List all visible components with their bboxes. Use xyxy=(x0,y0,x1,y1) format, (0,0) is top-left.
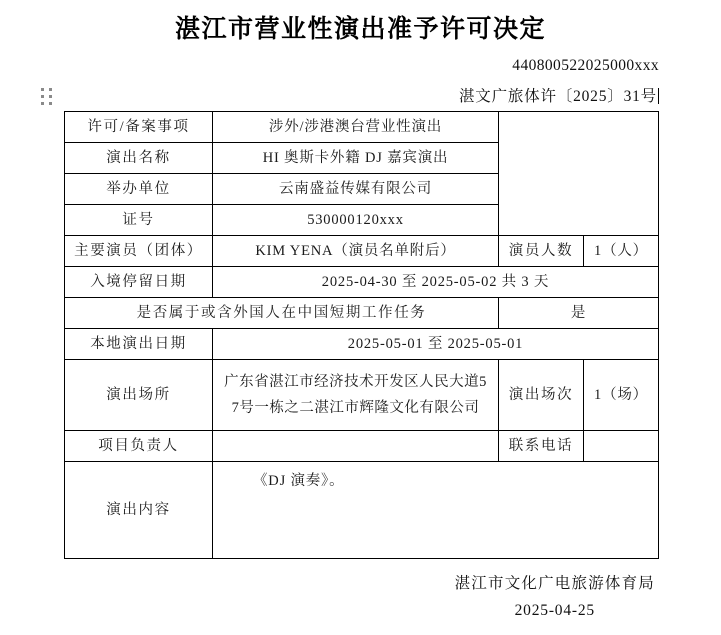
row-value-show-count[interactable]: 1（场） xyxy=(584,360,659,431)
doc-number-text: 湛文广旅体许〔2025〕31号 xyxy=(458,88,657,105)
row-value-local-show-dates[interactable]: 2025-05-01 至 2025-05-01 xyxy=(213,329,659,360)
row-value-license-no[interactable]: 530000120xxx xyxy=(213,205,499,236)
row-value-venue[interactable]: 广东省湛江市经济技术开发区人民大道57号一栋之二湛江市辉隆文化有限公司 xyxy=(213,360,499,431)
document-footer xyxy=(455,570,655,624)
table-row xyxy=(65,431,659,462)
drag-dot xyxy=(49,95,52,98)
drag-dot xyxy=(41,95,44,98)
text-caret xyxy=(658,88,659,104)
row-label-project-manager: 项目负责人 xyxy=(65,431,213,462)
row-label-contact-phone: 联系电话 xyxy=(499,431,584,462)
table-row xyxy=(65,360,659,431)
row-label-short-term-work: 是否属于或含外国人在中国短期工作任务 xyxy=(65,298,499,329)
table-row xyxy=(65,236,659,267)
table-row xyxy=(65,112,659,143)
serial-number: 440800522025000xxx xyxy=(512,57,659,74)
drag-dot xyxy=(49,88,52,91)
row-label-main-performers: 主要演员（团体） xyxy=(65,236,213,267)
row-value-performer-count[interactable]: 1（人） xyxy=(584,236,659,267)
row-label-license-no: 证号 xyxy=(65,205,213,236)
row-label-performer-count: 演员人数 xyxy=(499,236,584,267)
drag-dot xyxy=(41,102,44,105)
table-row xyxy=(65,267,659,298)
drag-dot xyxy=(49,102,52,105)
row-value-entry-stay-dates[interactable]: 2025-04-30 至 2025-05-02 共 3 天 xyxy=(213,267,659,298)
row-value-show-name[interactable]: HI 奥斯卡外籍 DJ 嘉宾演出 xyxy=(213,143,499,174)
row-label-show-name: 演出名称 xyxy=(65,143,213,174)
row-value-permit-item[interactable]: 涉外/涉港澳台营业性演出 xyxy=(213,112,499,143)
row-value-contact-phone[interactable] xyxy=(584,431,659,462)
drag-dot xyxy=(41,88,44,91)
row-label-entry-stay-dates: 入境停留日期 xyxy=(65,267,213,298)
row-label-organizer: 举办单位 xyxy=(65,174,213,205)
row-label-venue: 演出场所 xyxy=(65,360,213,431)
doc-number-line[interactable] xyxy=(459,84,659,106)
permit-form-table xyxy=(64,111,659,559)
row-label-local-show-dates: 本地演出日期 xyxy=(65,329,213,360)
page-title: 湛江市营业性演出准予许可决定 xyxy=(174,14,546,43)
table-row xyxy=(65,298,659,329)
table-row xyxy=(65,329,659,360)
row-value-project-manager[interactable] xyxy=(213,431,499,462)
row-value-main-performers[interactable]: KIM YENA（演员名单附后） xyxy=(213,236,499,267)
row-value-short-term-work[interactable]: 是 xyxy=(499,298,659,329)
row-label-permit-item: 许可/备案事项 xyxy=(65,112,213,143)
row-label-show-content: 演出内容 xyxy=(65,462,213,559)
table-row xyxy=(65,462,659,559)
issuing-organization: 湛江市文化广电旅游体育局 xyxy=(454,575,655,592)
issue-date: 2025-04-25 xyxy=(514,602,595,619)
row-value-show-content[interactable]: 《DJ 演奏》。 xyxy=(213,462,659,559)
blank-merged-cell[interactable] xyxy=(499,112,659,236)
drag-dots-icon[interactable] xyxy=(41,88,55,108)
row-label-show-count: 演出场次 xyxy=(499,360,584,431)
row-value-organizer[interactable]: 云南盛益传媒有限公司 xyxy=(213,174,499,205)
